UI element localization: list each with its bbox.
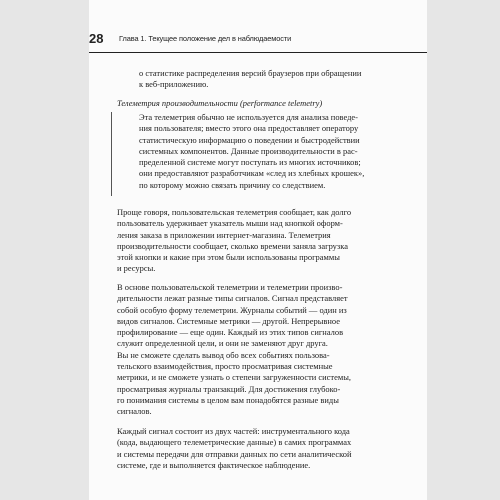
- text-line: Каждый сигнал состоит из двух частей: инструментального кода: [117, 426, 350, 436]
- term-vertical-bar: [111, 112, 112, 196]
- paragraph: [117, 282, 351, 418]
- text-line: системе, где и выполняется фактическое наблюдение.: [117, 459, 311, 470]
- text-line: видов сигналов. Системные метрики — другой. Непрерывное: [117, 315, 340, 326]
- header-rule: [89, 52, 427, 53]
- text-line: пользователь удерживает указатель мыши над кнопкой оформ-: [117, 218, 343, 229]
- text-line: просматривая журналы транзакций. Для достижения глубоко-: [117, 383, 341, 394]
- text-line: дительности лежат разные типы сигналов. Сигнал представляет: [117, 293, 348, 304]
- book-page: [89, 0, 427, 500]
- page-number: 28: [89, 31, 104, 46]
- text-line: профилирование — еще один. Каждый из этих типов сигналов: [117, 327, 344, 338]
- paragraph: [117, 426, 352, 471]
- page-header: [89, 30, 427, 48]
- text-line: ления заказа в приложении интернет-магазина. Телеметрия: [117, 229, 331, 240]
- text-line: тельского взаимодействия, просто просматривая системные: [117, 361, 333, 372]
- text-line: к веб-приложению.: [139, 79, 209, 90]
- text-line: ния пользователя; вместо этого она предоставляет оператору: [139, 123, 359, 134]
- text-line: статистическую информацию о поведении и быстродействии: [139, 134, 360, 145]
- text-line: Проще говоря, пользовательская телеметрия сообщает, как долго: [117, 207, 352, 217]
- text-line: го понимания системы в целом вам понадобятся разные виды: [117, 394, 339, 405]
- text-line: и ресурсы.: [117, 263, 156, 274]
- text-line: сигналов.: [117, 406, 152, 417]
- text-line: (кода, выдающего телеметрические данные) в самих программах: [117, 437, 352, 448]
- text-line: по которому можно связать причину со следствием.: [139, 179, 326, 190]
- text-line: служит определенной цели, и они не заменяют друг друга.: [117, 338, 328, 349]
- paragraph: [117, 207, 351, 275]
- text-line: метрики, и не сможете узнать о степени загруженности системы,: [117, 372, 351, 383]
- text-line: они предоставляют разработчикам «след из хлебных крошек»,: [139, 168, 365, 179]
- text-line: В основе пользовательской телеметрии и телеметрии произво-: [117, 282, 343, 292]
- text-line: Вы не сможете сделать вывод обо всех событиях пользова-: [117, 349, 330, 360]
- text-line: системных компонентов. Данные производительности в рас-: [139, 145, 358, 156]
- text-line: этой кнопки и какие при этом были использованы программы: [117, 252, 340, 263]
- text-line: собой особую форму телеметрии. Журналы событий — один из: [117, 304, 347, 315]
- text-line: производительности сообщает, сколько времени заняла загрузка: [117, 240, 348, 251]
- text-line: и системы передачи для отправки данных по сети аналитической: [117, 448, 352, 459]
- term-description: [139, 112, 364, 191]
- running-title: Глава 1. Текущее положение дел в наблюдаемости: [119, 34, 292, 43]
- text-line: Эта телеметрия обычно не используется для анализа поведе-: [139, 112, 358, 122]
- text-line: о статистике распределения версий браузеров при обращении: [139, 68, 362, 78]
- text-line: пределенной системе могут поступать из многих источников;: [139, 157, 361, 168]
- term-heading: Телеметрия производительности (performance telemetry): [117, 98, 323, 108]
- list-item-continuation: [139, 68, 361, 91]
